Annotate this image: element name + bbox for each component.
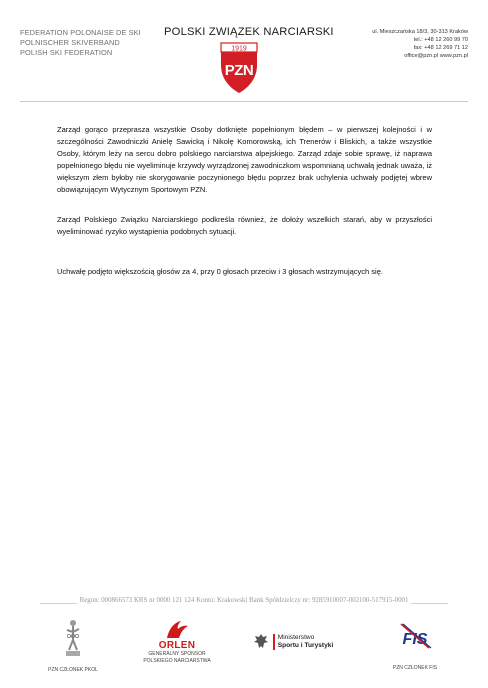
sponsor-pkol — [18, 618, 128, 674]
address: ul. Mieszczańska 18/3, 30-313 Kraków — [372, 29, 468, 35]
ministry-line-2: Sportu i Turystyki — [277, 642, 334, 649]
header-divider — [20, 101, 468, 102]
paragraph-apology: Zarząd gorąco przeprasza wszystkie Osoby dotknięte popełnionym błędem – w pierwszej kolejności i w szczególności Zawodniczki Anielę Sawicką i Nikolę Komorowską, ich Trenerów i Bliskich, a także wszystkie Osoby, którym leży na sercu dobro polskiego narciarstwa alpejskiego. Zarząd zdaje sobie sprawę, iż naprawa popełnionego błędu nie wyeliminuje krzywdy wyrządzonej zawodniczkom wspomnianą uchwałą jednak uważa, iż większym złem byłoby nie skorygowanie poczynionego błędu poprzez brak uchylenia uchwały podjętej wbrew obowiązującym Wytycznym Sportowym PZN. — [57, 125, 432, 194]
footer-registration-info — [0, 597, 488, 604]
fax: fax: +48 12 269 71 12 — [413, 45, 468, 51]
paragraph-commitment: Zarząd Polskiego Związku Narciarskiego podkreśla również, że dołoży wszelkich starań, aby w przyszłości wyeliminować ryzyko wystąpienia podobnych sytuacji. — [57, 215, 432, 236]
federation-name-de: POLNISCHER SKIVERBAND — [20, 37, 120, 47]
federation-names — [20, 28, 141, 57]
sponsor-ministry — [238, 618, 348, 652]
organization-name: POLSKI ZWIĄZEK NARCIARSKI — [164, 26, 334, 38]
sponsor-fis — [360, 618, 470, 672]
logo-letters: PZN — [224, 62, 254, 79]
orlen-wordmark: ORLEN — [158, 640, 196, 651]
sponsor-orlen-caption-2: POLSKIEGO NARCIARSTWA — [143, 657, 211, 664]
fis-logo-icon — [395, 618, 435, 654]
paragraph-vote-result: Uchwałę podjęto większością głosów za 4, przy 0 głosach przeciw i 3 głosach wstrzymujących się. — [57, 267, 383, 276]
federation-name-en: POLISH SKI FEDERATION — [20, 47, 113, 57]
federation-name-fr: FEDERATION POLONAISE DE SKI — [20, 28, 141, 37]
pzn-logo-icon — [218, 41, 260, 95]
orlen-eagle-icon — [163, 618, 191, 640]
sponsor-orlen-caption-1: GENERALNY SPONSOR — [148, 651, 206, 657]
header-brand — [164, 26, 334, 95]
ministry-name — [273, 634, 334, 649]
email-www: office@pzn.pl www.pzn.pl — [404, 53, 468, 59]
logo-year: 1919 — [231, 45, 247, 53]
footer-info-text: Regon: 000866573 KRS nr 0000 121 124 Konto: Krakowski Bank Spółdzielczy nr: 9285910007-002100-517915-0001 — [77, 597, 412, 604]
phone: tel.: +48 12 260 99 70 — [413, 37, 468, 43]
sponsor-pkol-caption: PZN CZŁONEK PKOL — [48, 667, 98, 673]
contact-block — [372, 28, 468, 60]
sponsor-fis-caption: PZN CZŁONEK FIS — [392, 665, 438, 671]
fis-wordmark: FIS — [402, 631, 428, 648]
sponsor-orlen — [122, 618, 232, 665]
olympic-statue-icon — [61, 618, 85, 658]
ministry-line-1: Ministerstwo — [277, 634, 315, 642]
polish-eagle-icon — [253, 632, 269, 652]
